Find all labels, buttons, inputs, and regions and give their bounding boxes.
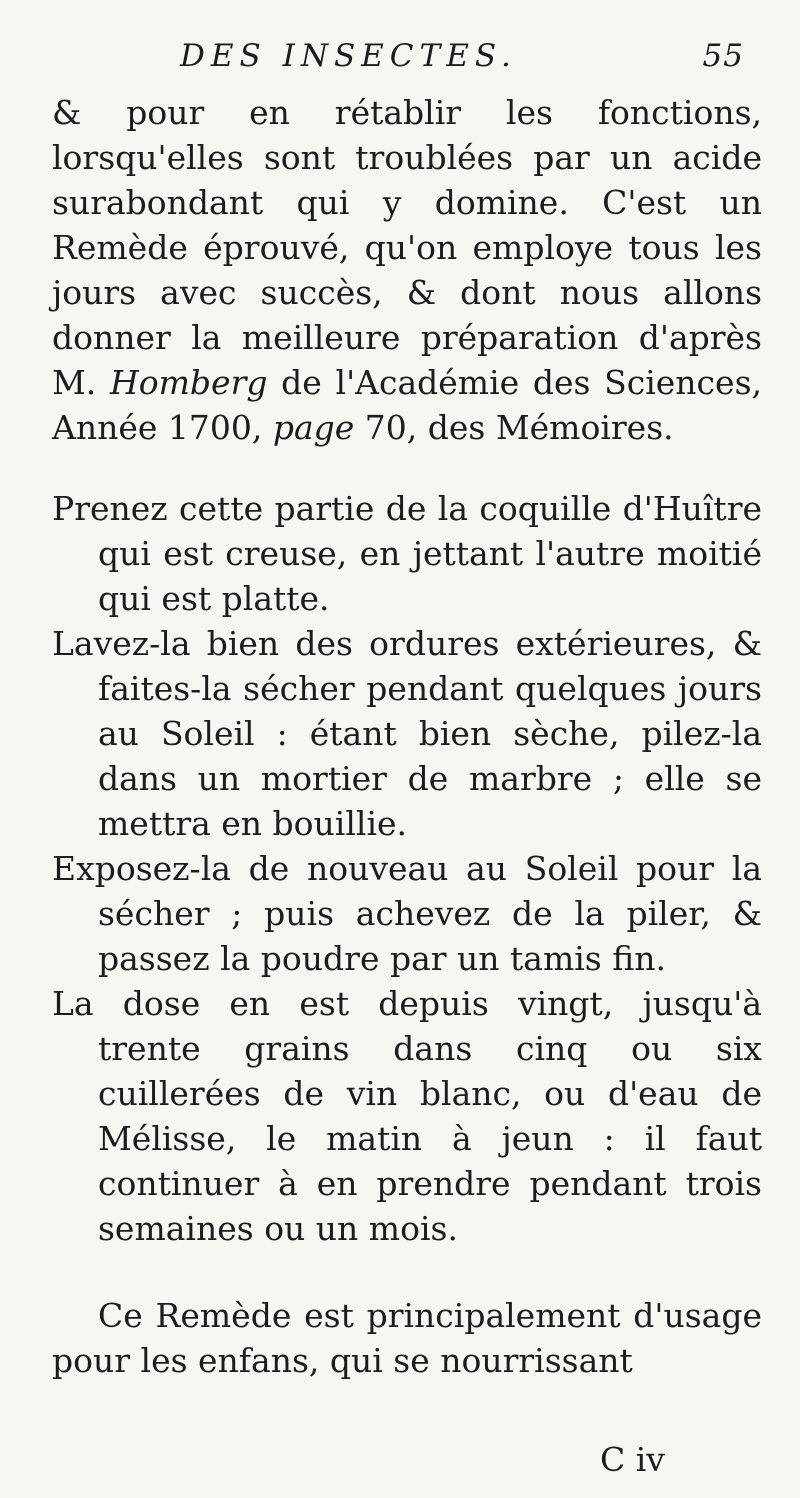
- closing-paragraph: Ce Remède est principalement d'usage pour les enfans, qui se nourrissant: [52, 1296, 762, 1380]
- intro-text-before: & pour en rétablir les fonctions, lorsqu'elles sont troublées par un acide surabondant qui y domine. C'est un Remède éprouvé, qu'on employe tous les jours avec succès, & dont nous allons donner la meilleure préparation d'après M.: [52, 93, 762, 402]
- recipe-step-dose: La dose en est depuis vingt, jusqu'à trente grains dans cinq ou six cuillerées de vin blanc, ou d'eau de Mélisse, le matin à jeun : il faut continuer à en prendre pendant trois semaines ou un mois.: [52, 984, 762, 1248]
- recipe-step-wash-dry: Lavez-la bien des ordures extérieures, & faites-la sécher pendant quelques jours au Soleil : étant bien sèche, pilez-la dans un mortier de marbre ; elle se mettra en bouillie.: [52, 624, 762, 843]
- intro-paragraph: [52, 90, 762, 450]
- running-header: [52, 38, 762, 90]
- page-number: 55: [702, 38, 744, 74]
- author-name: Homberg: [109, 363, 268, 402]
- intro-text-after: 70, des Mémoires.: [354, 408, 674, 447]
- recipe-step-sieve: Exposez-la de nouveau au Soleil pour la sécher ; puis achevez de la piler, & passez la poudre par un tamis fin.: [52, 849, 762, 978]
- signature-mark: C iv: [600, 1440, 665, 1479]
- page-word: page: [272, 408, 355, 447]
- intro-text-mid: de l'Académie des Sciences, Année 1700,: [52, 363, 762, 447]
- recipe-step-take-shell: Prenez cette partie de la coquille d'Huître qui est creuse, en jettant l'autre moitié qui est platte.: [52, 489, 762, 618]
- running-title: DES INSECTES.: [180, 38, 517, 74]
